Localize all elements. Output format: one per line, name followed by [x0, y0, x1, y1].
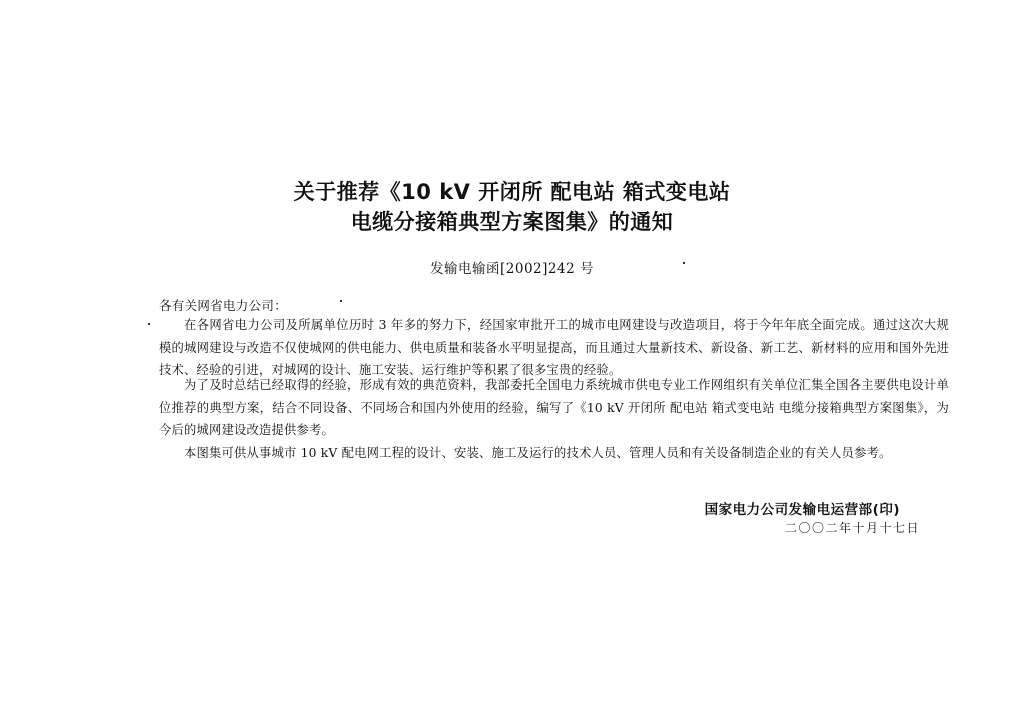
document-title-line-1: 关于推荐《10 kV 开闭所 配电站 箱式变电站 — [293, 180, 731, 204]
issue-date: 二〇〇二年十月十七日 — [784, 521, 920, 535]
scan-speck — [148, 323, 150, 325]
salutation: 各有关网省电力公司： — [159, 298, 288, 313]
scan-speck — [683, 262, 685, 264]
body-paragraph-1: 在各网省电力公司及所属单位历时 3 年多的努力下，经国家审批开工的城市电网建设与改造项目，将于今年年底全面完成。通过这次大规模的城网建设与改造不仅使城网的供电能力、供电质量和装备水平明显提高，而且通过大量新技术、新设备、新工艺、新材料的应用和国外先进技术、经验的引进，对城网的设计、施工安装、运行维护等积累了很多宝贵的经验。 — [159, 318, 949, 377]
scan-speck — [340, 300, 342, 302]
document-title-line-2: 电缆分接箱典型方案图集》的通知 — [350, 210, 674, 234]
document-number: 发输电输函[2002]242 号 — [430, 261, 594, 277]
issuer-signature: 国家电力公司发输电运营部(印) — [704, 502, 900, 518]
body-paragraph-2: 为了及时总结已经取得的经验，形成有效的典范资料，我部委托全国电力系统城市供电专业工作网组织有关单位汇集全国各主要供电设计单位推荐的典型方案，结合不同设备、不同场合和国内外使用的经验，编写了《10 kV 开闭所 配电站 箱式变电站 电缆分接箱典型方案图集》，为今后的城网建设改造提供参考。 — [159, 378, 949, 437]
body-paragraph-3: 本图集可供从事城市 10 kV 配电网工程的设计、安装、施工及运行的技术人员、管理人员和有关设备制造企业的有关人员参考。 — [184, 446, 892, 460]
